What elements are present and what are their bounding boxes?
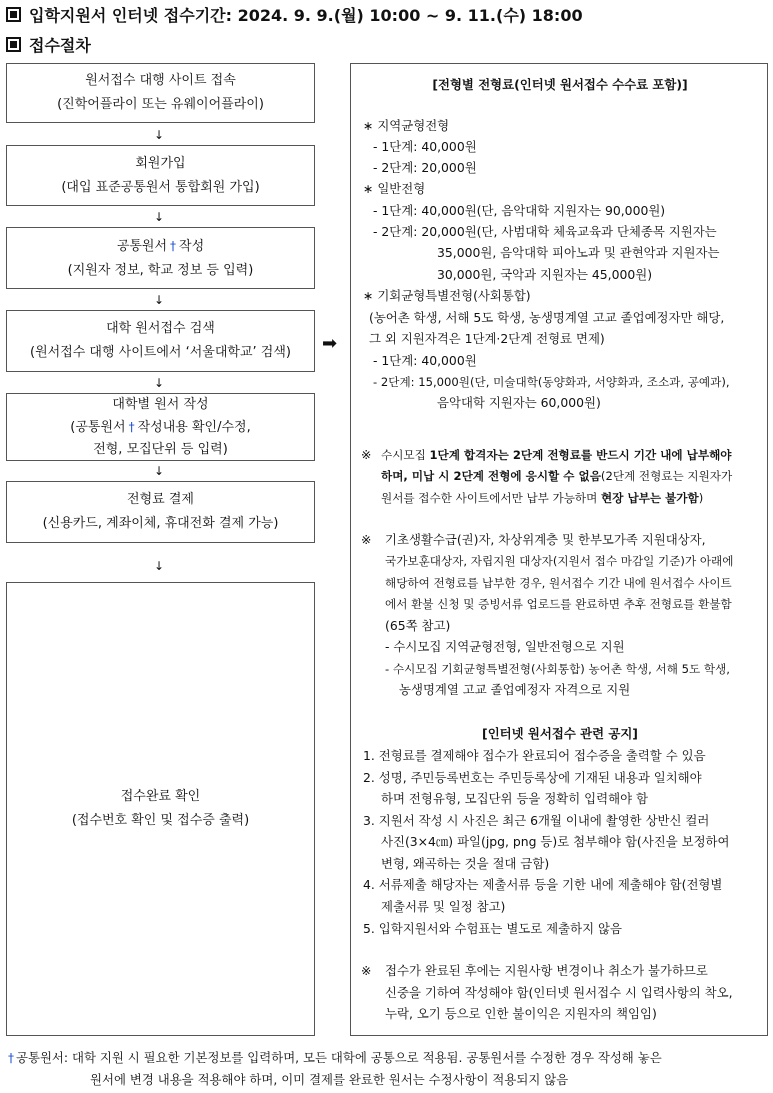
down-arrow-icon: ↓: [154, 464, 165, 478]
notice2-item: - 수시모집 기회균형특별전형(사회통합) 농어촌 학생, 서해 5도 학생,: [385, 662, 730, 676]
fees-special-s2: - 2단계: 15,000원(단, 미술대학(동양화과, 서양화과, 조소과, 공예과),: [373, 375, 730, 389]
fees-special-s1: - 1단계: 40,000원: [373, 353, 477, 368]
internet-notice-title: [인터넷 원서접수 관련 공지]: [482, 726, 638, 741]
notice2-item: - 수시모집 지역균형전형, 일반전형으로 지원: [385, 639, 625, 654]
notice1-line: 원서를 접수한 사이트에서만 납부 가능하며 현장 납부는 불가함): [381, 491, 704, 505]
step-desc: (신용카드, 계좌이체, 휴대전화 결제 가능): [42, 516, 279, 531]
notice2-line: 해당하여 전형료를 납부한 경우, 원서접수 기간 내에 원서접수 사이트: [385, 576, 732, 590]
dagger-icon: †: [128, 419, 135, 434]
info-panel: [350, 63, 768, 1036]
down-arrow-icon: ↓: [154, 559, 165, 573]
fees-regional-s1: - 1단계: 40,000원: [373, 139, 477, 154]
step-desc: (원서접수 대행 사이트에서 ‘서울대학교’ 검색): [30, 345, 291, 360]
notice1-line: 수시모집 1단계 합격자는 2단계 전형료를 반드시 기간 내에 납부해야: [381, 448, 732, 462]
down-arrow-icon: ↓: [154, 128, 165, 142]
down-arrow-icon: ↓: [154, 376, 165, 390]
step-site-access: [6, 63, 315, 123]
fees-general-s2: - 2단계: 20,000원(단, 사범대학 체육교육과 단체종목 지원자는: [373, 224, 717, 239]
internet-notice-item: 5. 입학지원서와 수험표는 별도로 제출하지 않음: [363, 921, 622, 936]
fees-regional: ∗ 지역균형전형: [363, 118, 450, 133]
step-title: 원서접수 대행 사이트 접속: [85, 73, 236, 88]
down-arrow-icon: ↓: [154, 293, 165, 307]
fees-general-s2-cont: 30,000원, 국악과 지원자는 45,000원): [437, 267, 653, 282]
step-title: 회원가입: [135, 155, 186, 171]
notice-mark: ※: [361, 532, 372, 547]
period-text: 입학지원서 인터넷 접수기간: 2024. 9. 9.(월) 10:00 ~ 9. 11.(수) 18:00: [29, 6, 583, 25]
fees-general-s1: - 1단계: 40,000원(단, 음악대학 지원자는 90,000원): [373, 203, 666, 218]
internet-notice-item: 4. 서류제출 해당자는 제출서류 등을 기한 내에 제출해야 함(전형별: [363, 877, 723, 892]
square-bullet-icon: [6, 37, 21, 52]
internet-notice-item-cont: 제출서류 및 일정 참고): [381, 899, 506, 914]
notice3-line: 누락, 오기 등으로 인한 불이익은 지원자의 책임임): [385, 1006, 657, 1021]
step-university-search: [6, 310, 315, 372]
internet-notice-item: 1. 전형료를 결제해야 접수가 완료되어 접수증을 출력할 수 있음: [363, 748, 706, 763]
internet-notice-item-cont: 하며 전형유형, 모집단위 등을 정확히 입력해야 함: [381, 791, 648, 806]
procedure-text: 접수절차: [29, 36, 91, 55]
notice3-line: 접수가 완료된 후에는 지원사항 변경이나 취소가 불가하므로: [385, 963, 708, 978]
step-title: 대학별 원서 작성: [112, 396, 209, 412]
notice-mark: ※: [361, 963, 372, 978]
step-desc: (접수번호 확인 및 접수증 출력): [71, 813, 250, 828]
footnote-line: † 공통원서: 대학 지원 시 필요한 기본정보를 입력하며, 모든 대학에 공통으로 적용됨. 공통원서를 수정한 경우 작성해 놓은: [8, 1050, 662, 1065]
fees-general-s2-cont: 35,000원, 음악대학 피아노과 및 관현악과 지원자는: [437, 245, 720, 260]
fees-general: ∗ 일반전형: [363, 181, 426, 196]
notice2-line: 기초생활수급(권)자, 차상위계층 및 한부모가족 지원대상자,: [385, 532, 706, 547]
fees-special-s2-cont: 음악대학 지원자는 60,000원): [437, 395, 601, 410]
procedure-header: [6, 33, 91, 56]
square-bullet-icon: [6, 7, 21, 22]
right-arrow-icon: ➡: [322, 333, 338, 354]
step-receipt-confirm: [6, 582, 315, 1036]
notice2-line: (65쪽 참고): [385, 618, 451, 633]
step-title: 공통원서 † 작성: [116, 238, 205, 254]
notice2-item-cont: 농생명계열 고교 졸업예정자 자격으로 지원: [399, 682, 631, 697]
step-signup: [6, 145, 315, 206]
notice3-line: 신중을 기하여 작성해야 함(인터넷 원서접수 시 입력사항의 착오,: [385, 985, 733, 1000]
period-header: [6, 3, 583, 26]
notice2-line: 에서 환불 신청 및 증빙서류 업로드를 완료하면 추후 전형료를 환불함: [385, 597, 732, 611]
step-desc: (지원자 정보, 학교 정보 등 입력): [67, 262, 254, 278]
internet-notice-item-cont: 사진(3×4㎝) 파일(jpg, png 등)로 첨부해야 함(사진을 보정하여: [381, 834, 730, 849]
notice2-line: 국가보훈대상자, 자립지원 대상자(지원서 접수 마감일 기준)가 아래에: [385, 554, 734, 568]
fees-regional-s2: - 2단계: 20,000원: [373, 160, 477, 175]
step-title: 대학 원서접수 검색: [106, 321, 215, 336]
internet-notice-item-cont: 변형, 왜곡하는 것을 절대 금함): [381, 856, 550, 871]
step-desc: (대입 표준공통원서 통합회원 가입): [61, 179, 260, 195]
step-title: 접수완료 확인: [120, 789, 201, 804]
step-desc: (진학어플라이 또는 유웨이어플라이): [57, 97, 264, 112]
fees-special: ∗ 기회균형특별전형(사회통합): [363, 288, 531, 303]
fees-special-note: 그 외 지원자격은 1단계·2단계 전형료 면제): [369, 331, 605, 346]
footnote-line: 원서에 변경 내용을 적용해야 하며, 이미 결제를 완료한 원서는 수정사항이 적용되지 않음: [90, 1072, 569, 1087]
step-desc: (공통원서 † 작성내용 확인/수정,: [70, 419, 251, 435]
fees-special-note: (농어촌 학생, 서해 5도 학생, 농생명계열 고교 졸업예정자만 해당,: [369, 310, 725, 325]
step-common-form: [6, 227, 315, 289]
dagger-icon: †: [8, 1051, 14, 1065]
step-university-form: [6, 393, 315, 461]
internet-notice-item: 2. 성명, 주민등록번호는 주민등록상에 기재된 내용과 일치해야: [363, 770, 702, 785]
internet-notice-item: 3. 지원서 작성 시 사진은 최근 6개월 이내에 촬영한 상반신 컬러: [363, 813, 710, 828]
fees-title: [전형별 전형료(인터넷 원서접수 수수료 포함)]: [432, 77, 688, 92]
notice1-line: 하며, 미납 시 2단계 전형에 응시할 수 없음(2단계 전형료는 지원자가: [381, 469, 733, 483]
step-desc-2: 전형, 모집단위 등 입력): [93, 441, 228, 457]
dagger-icon: †: [170, 238, 177, 253]
step-title: 전형료 결제: [127, 492, 194, 507]
step-fee-payment: [6, 481, 315, 543]
down-arrow-icon: ↓: [154, 210, 165, 224]
notice-mark: ※: [361, 447, 372, 462]
